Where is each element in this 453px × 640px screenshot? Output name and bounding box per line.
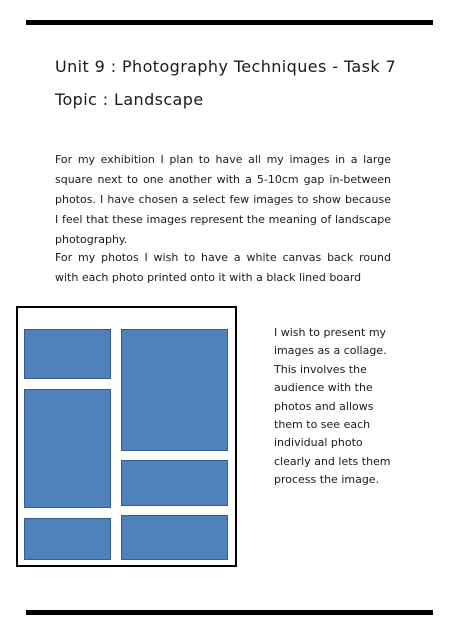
topic-heading: Topic : Landscape xyxy=(55,90,204,109)
collage-photo-placeholder xyxy=(121,460,228,506)
collage-photo-placeholder xyxy=(24,329,111,379)
collage-photo-placeholder xyxy=(24,389,111,508)
bottom-divider xyxy=(26,610,433,615)
top-divider xyxy=(26,20,433,25)
collage-photo-placeholder xyxy=(121,329,228,451)
exhibition-plan-paragraph: For my exhibition I plan to have all my images in a large square next to one another with a 5-10cm gap in-between photos. I have chosen a select few images to show because I feel that these images represent the meaning of landscape photography. xyxy=(55,153,391,246)
collage-description: I wish to present my images as a collage. This involves the audience with the photos and allows them to see each individual photo clearly and lets them process the image. xyxy=(274,326,391,487)
canvas-plan-paragraph: For my photos I wish to have a white canvas back round with each photo printed onto it with a black lined board xyxy=(55,251,391,284)
collage-photo-placeholder xyxy=(121,515,228,560)
collage-photo-placeholder xyxy=(24,518,111,560)
page-title: Unit 9 : Photography Techniques - Task 7 xyxy=(55,57,397,76)
